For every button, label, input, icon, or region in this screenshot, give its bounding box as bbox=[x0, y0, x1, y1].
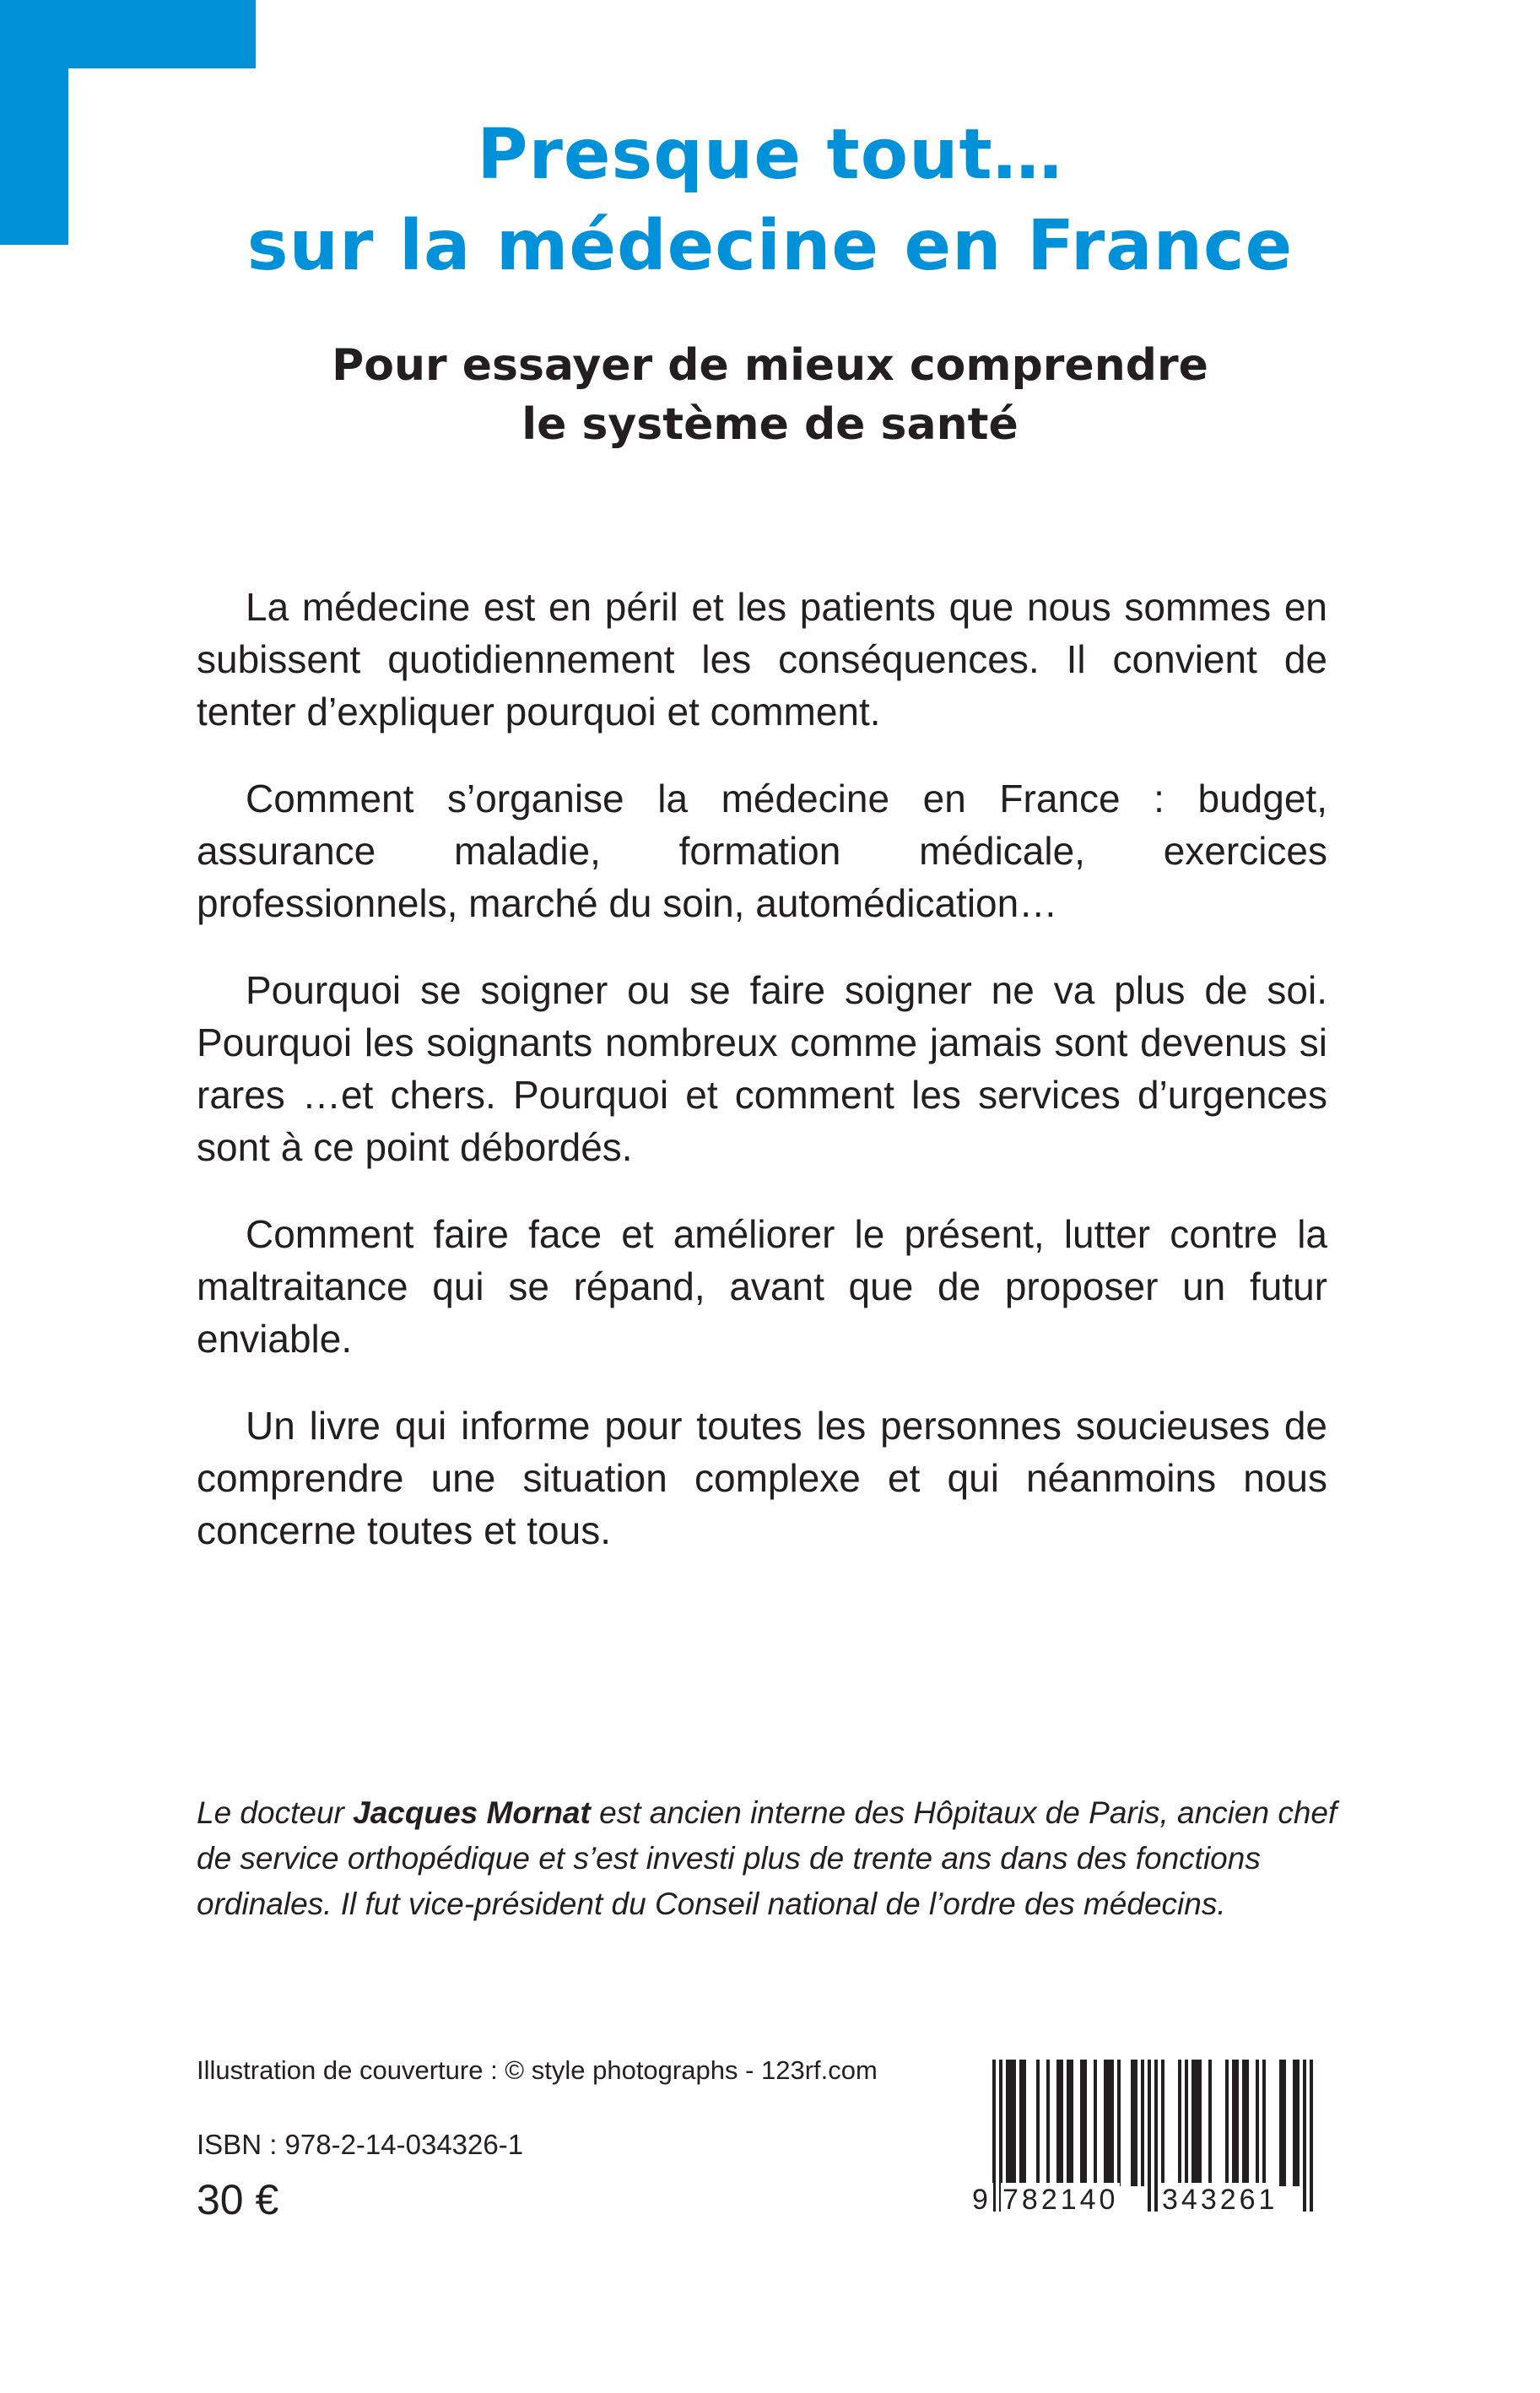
barcode-bar bbox=[1198, 2060, 1202, 2186]
author-name: Jacques Mornat bbox=[353, 1795, 591, 1830]
barcode-bar bbox=[1148, 2060, 1151, 2212]
book-title bbox=[0, 110, 1540, 292]
back-cover-blurb bbox=[197, 581, 1327, 1591]
barcode-bar bbox=[1262, 2060, 1266, 2186]
barcode-bar bbox=[1110, 2060, 1114, 2186]
blurb-paragraph-3: Pourquoi se soigner ou se faire soigner ne va plus de soi. Pourquoi les soignants nombreux comme jamais sont devenus si rares …et chers. Pourquoi et comment les services d’urgences sont à ce point débordés. bbox=[197, 968, 1327, 1169]
barcode-bar bbox=[1195, 2060, 1198, 2186]
barcode-bar bbox=[1134, 2060, 1137, 2186]
barcode-bar bbox=[1303, 2060, 1306, 2212]
book-title-line-1: Presque tout… bbox=[477, 115, 1063, 195]
author-bio-text: est ancien interne des Hôpitaux de Paris, ancien chef de service orthopédique et s’est investi plus de trente ans dans des fonctions ordinales. Il fut vice-président du Conseil national de l’ordre des médecins. bbox=[197, 1795, 1337, 1921]
blurb-paragraph-4: Comment faire face et améliorer le présent, lutter contre la maltraitance qui se répand, avant que de proposer un futur enviable. bbox=[197, 1212, 1327, 1361]
barcode-bar bbox=[1107, 2060, 1110, 2186]
barcode-first-digit: 9 bbox=[972, 2184, 992, 2216]
barcode-bar bbox=[1161, 2060, 1164, 2186]
barcode-bar bbox=[1036, 2060, 1040, 2186]
barcode-bar bbox=[1283, 2060, 1286, 2186]
barcode-bar bbox=[1296, 2060, 1300, 2186]
blurb-paragraph-2: Comment s’organise la médecine en France : budget, assurance maladie, formation médicale, exercices professionnels, marché du soin, automédication… bbox=[197, 777, 1327, 925]
barcode-bar bbox=[1080, 2060, 1083, 2186]
barcode-bar bbox=[1246, 2060, 1249, 2186]
barcode-bar bbox=[1208, 2060, 1212, 2186]
book-subtitle-line-2: le système de santé bbox=[521, 399, 1019, 450]
barcode-bar bbox=[1083, 2060, 1087, 2186]
barcode-bar bbox=[1178, 2060, 1181, 2186]
isbn: ISBN : 978-2-14-034326-1 bbox=[197, 2129, 524, 2160]
barcode-bar bbox=[1154, 2060, 1158, 2212]
barcode-bar bbox=[1131, 2060, 1134, 2186]
barcode-bar bbox=[1242, 2060, 1246, 2186]
barcode-bar bbox=[1185, 2060, 1188, 2186]
barcode-bar bbox=[1232, 2060, 1235, 2186]
barcode-bar bbox=[1293, 2060, 1296, 2186]
barcode-bar bbox=[1225, 2060, 1229, 2186]
barcode-bar bbox=[1310, 2060, 1313, 2212]
barcode-bar bbox=[1256, 2060, 1259, 2186]
blurb-paragraph-1: La médecine est en péril et les patients que nous sommes en subissent quotidiennement les conséquences. Il convient de tenter d’expliquer pourquoi et comment. bbox=[197, 585, 1327, 734]
illustration-credit: Illustration de couverture : © style photographs - 123rf.com bbox=[197, 2055, 878, 2085]
barcode-bar bbox=[1141, 2060, 1144, 2186]
barcode-bar bbox=[1019, 2060, 1023, 2186]
barcode-bar bbox=[1006, 2060, 1009, 2186]
barcode-bar bbox=[1060, 2060, 1063, 2186]
barcode-bar bbox=[1279, 2060, 1283, 2186]
barcode-bar bbox=[1013, 2060, 1016, 2186]
price: 30 € bbox=[197, 2176, 279, 2223]
author-bio bbox=[197, 1790, 1344, 1927]
barcode-bar bbox=[1009, 2060, 1013, 2186]
blurb-paragraph-5: Un livre qui informe pour toutes les personnes soucieuses de comprendre une situation complexe et qui néanmoins nous concerne toutes et tous. bbox=[197, 1404, 1327, 1552]
barcode-left-group: 782140 bbox=[1002, 2184, 1119, 2216]
barcode-bar bbox=[1067, 2060, 1070, 2186]
barcode-bar bbox=[1191, 2060, 1195, 2186]
barcode-bar bbox=[1070, 2060, 1073, 2186]
barcode-bar bbox=[1056, 2060, 1060, 2186]
book-subtitle bbox=[0, 336, 1540, 454]
barcode-bar bbox=[1023, 2060, 1026, 2186]
barcode-bar bbox=[1094, 2060, 1097, 2186]
barcode bbox=[970, 2060, 1325, 2228]
barcode-right-group: 343261 bbox=[1162, 2184, 1278, 2216]
barcode-bar bbox=[1117, 2060, 1121, 2186]
barcode-bar bbox=[1104, 2060, 1107, 2186]
author-bio-prefix: Le docteur bbox=[197, 1795, 354, 1830]
book-title-line-2: sur la médecine en France bbox=[246, 206, 1294, 286]
barcode-bar bbox=[1235, 2060, 1239, 2186]
barcode-bar bbox=[1046, 2060, 1050, 2186]
book-subtitle-line-1: Pour essayer de mieux comprendre bbox=[332, 340, 1208, 391]
